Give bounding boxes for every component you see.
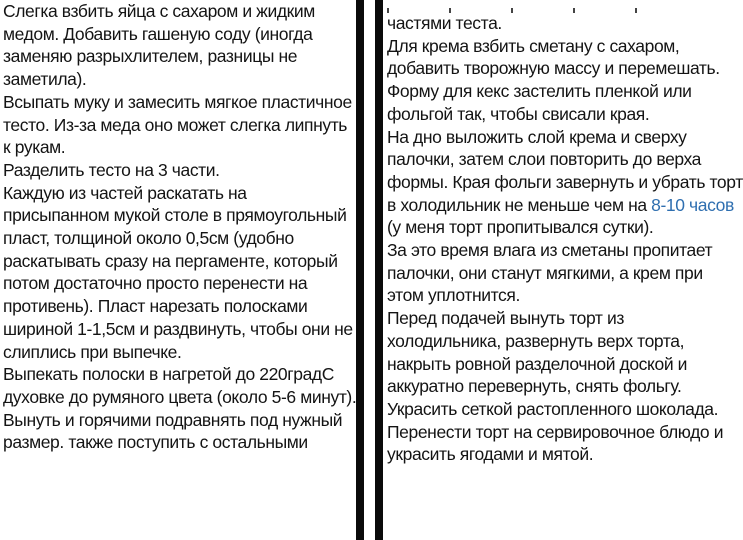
text-line: Вынуть и горячими подравнять под нужный [3, 409, 343, 430]
text-line: Украсить сеткой растопленного шоколада. [387, 398, 719, 419]
text-line: частями теста. [387, 13, 502, 33]
text-line: Перенести торт на сервировочное блюдо и [387, 421, 724, 442]
column-divider-right [375, 0, 383, 540]
text-line: шириной 1-1,5см и раздвинуть, чтобы они не [3, 318, 353, 339]
text-line: накрыть ровной разделочной доской и [387, 353, 688, 374]
recipe-text-left-column [3, 0, 357, 540]
text-line: тесто. Из-за меда оно может слегка липнуть [3, 114, 348, 135]
text-line: Слегка взбить яйца с сахаром и жидким [3, 1, 315, 21]
text-line: Выпекать полоски в нагретой до 220градС [3, 364, 334, 385]
text-line: к рукам. [3, 137, 66, 158]
text-line: На дно выложить слой крема и сверху [387, 126, 687, 147]
text-line: потом достаточно просто перенести на [3, 273, 308, 294]
text-line: Перед подачей вынуть торт из [387, 308, 624, 329]
text-line: Для крема взбить сметану с сахаром, [387, 35, 680, 56]
text-line: слиплись при выпечке. [3, 341, 182, 362]
recipe-text-right-column [387, 0, 743, 540]
text-line: (у меня торт пропитывался сутки). [387, 217, 654, 238]
text-line: добавить творожную массу и перемешать. [387, 58, 720, 79]
text-line: размер. также поступить с остальными [3, 432, 308, 453]
text-line: заметила). [3, 69, 87, 90]
text-line: палочки, затем слои повторить до верха [387, 149, 702, 170]
text-line: этом уплотнится. [387, 285, 520, 306]
text-line: формы. Края фольги завернуть и убрать торт [387, 171, 743, 192]
text-segment: в холодильник не меньше чем на [387, 194, 652, 215]
text-line: Разделить тесто на 3 части. [3, 159, 220, 180]
text-line [387, 194, 734, 217]
text-line: заменяю разрыхлителем, разницы не [3, 46, 298, 67]
text-line: медом. Добавить гашеную соду (иногда [3, 23, 313, 44]
text-line: пласт, толщиной около 0,5см (удобно [3, 228, 294, 249]
text-line: За это время влага из сметаны пропитает [387, 240, 713, 261]
text-line: Всыпать муку и замесить мягкое пластичное [3, 91, 352, 112]
text-line: аккуратно перевернуть, снять фольгу. [387, 376, 682, 397]
text-line: раскатывать сразу на пергаменте, который [3, 250, 338, 271]
text-line: присыпанном мукой столе в прямоугольный [3, 205, 347, 226]
text-line: духовке до румяного цвета (около 5-6 минут). [3, 386, 357, 407]
text-line: фольгой так, чтобы свисали края. [387, 103, 650, 124]
highlighted-duration: 8-10 часов [651, 194, 734, 215]
text-line: противень). Пласт нарезать полосками [3, 296, 308, 317]
text-line: украсить ягодами и мятой. [387, 444, 594, 465]
text-line: палочки, они станут мягкими, а крем при [387, 262, 703, 283]
text-line: Каждую из частей раскатать на [3, 182, 247, 203]
column-divider-left [356, 0, 364, 540]
text-line: Форму для кекс застелить пленкой или [387, 81, 692, 102]
text-line: холодильника, развернуть верх торта, [387, 330, 685, 351]
